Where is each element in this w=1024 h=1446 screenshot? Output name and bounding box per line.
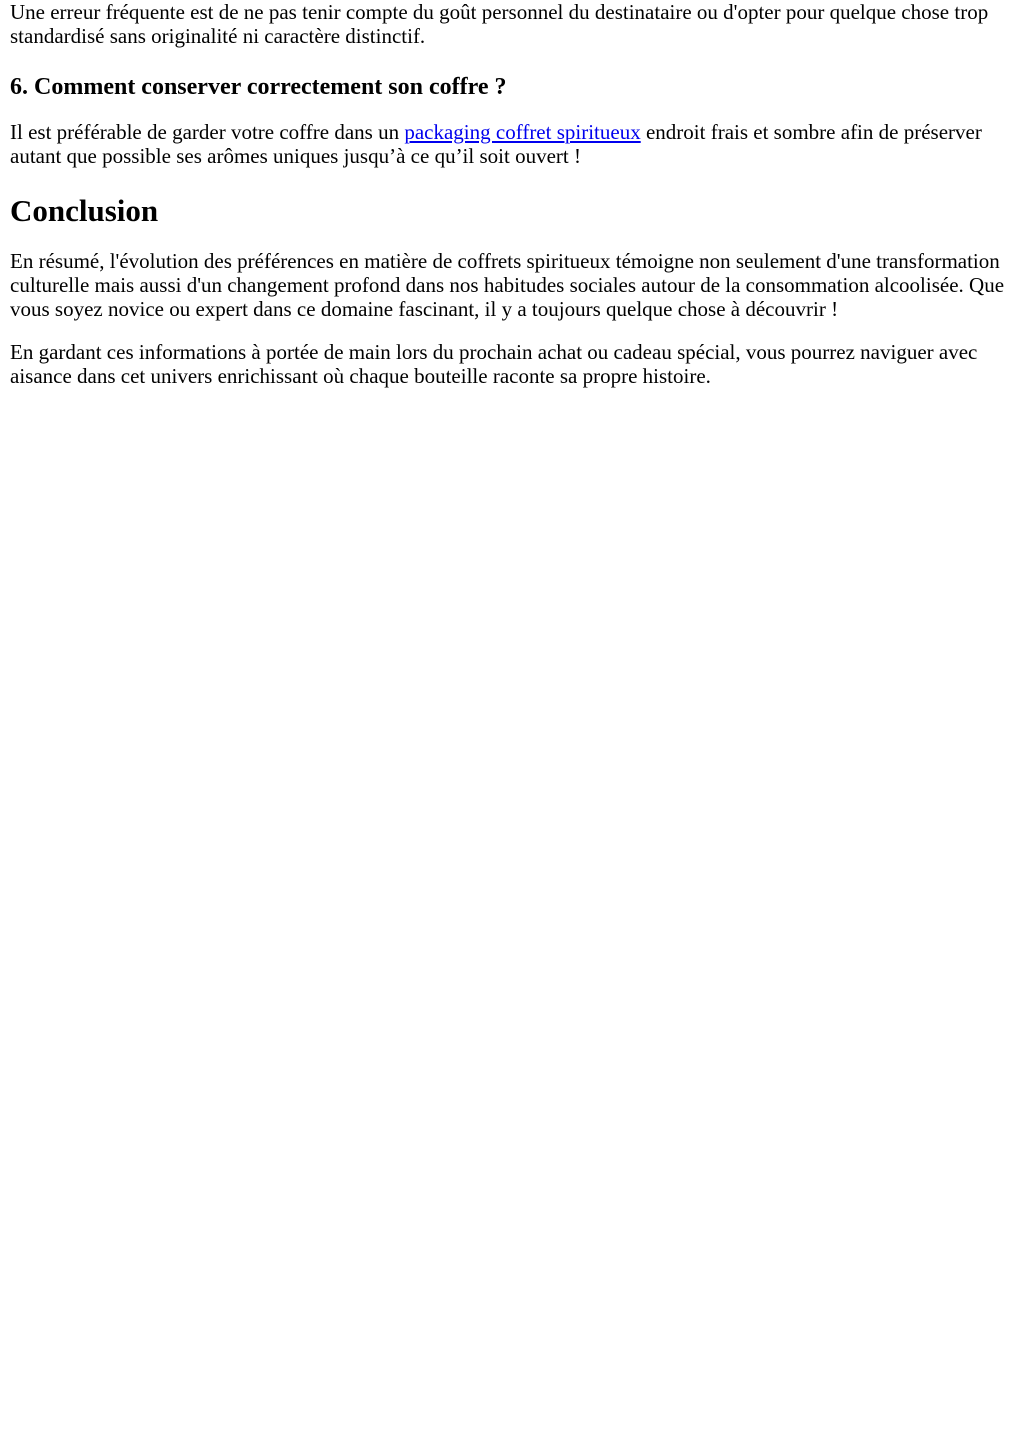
storage-text-after: endroit frais et sombre afin de préserver autant que possible ses arômes uniques jusqu’à ce qu’il soit ouvert !: [10, 120, 982, 168]
intro-paragraph: Une erreur fréquente est de ne pas tenir compte du goût personnel du destinataire ou d'opter pour quelque chose trop standardisé sans originalité ni caractère distinctif.: [10, 0, 989, 48]
conclusion-paragraph-1: En résumé, l'évolution des préférences en matière de coffrets spiritueux témoigne non seulement d'une transformation culturelle mais aussi d'un changement profond dans nos habitudes sociales autour de la consommation alcoolisée. Que vous soyez novice ou expert dans ce domaine fascinant, il y a toujours quelque chose à découvrir !: [10, 249, 1005, 321]
section-heading-storage: 6. Comment conserver correctement son coffre ?: [10, 74, 507, 100]
article-content: [0, 0, 1024, 388]
conclusion-paragraph-2: En gardant ces informations à portée de main lors du prochain achat ou cadeau spécial, vous pourrez naviguer avec aisance dans cet univers enrichissant où chaque bouteille raconte sa propre histoire.: [10, 340, 978, 388]
packaging-link[interactable]: packaging coffret spiritueux: [404, 120, 641, 144]
storage-paragraph: [10, 120, 1014, 168]
conclusion-heading: Conclusion: [10, 193, 159, 228]
storage-text-before: Il est préférable de garder votre coffre dans un: [10, 120, 405, 144]
